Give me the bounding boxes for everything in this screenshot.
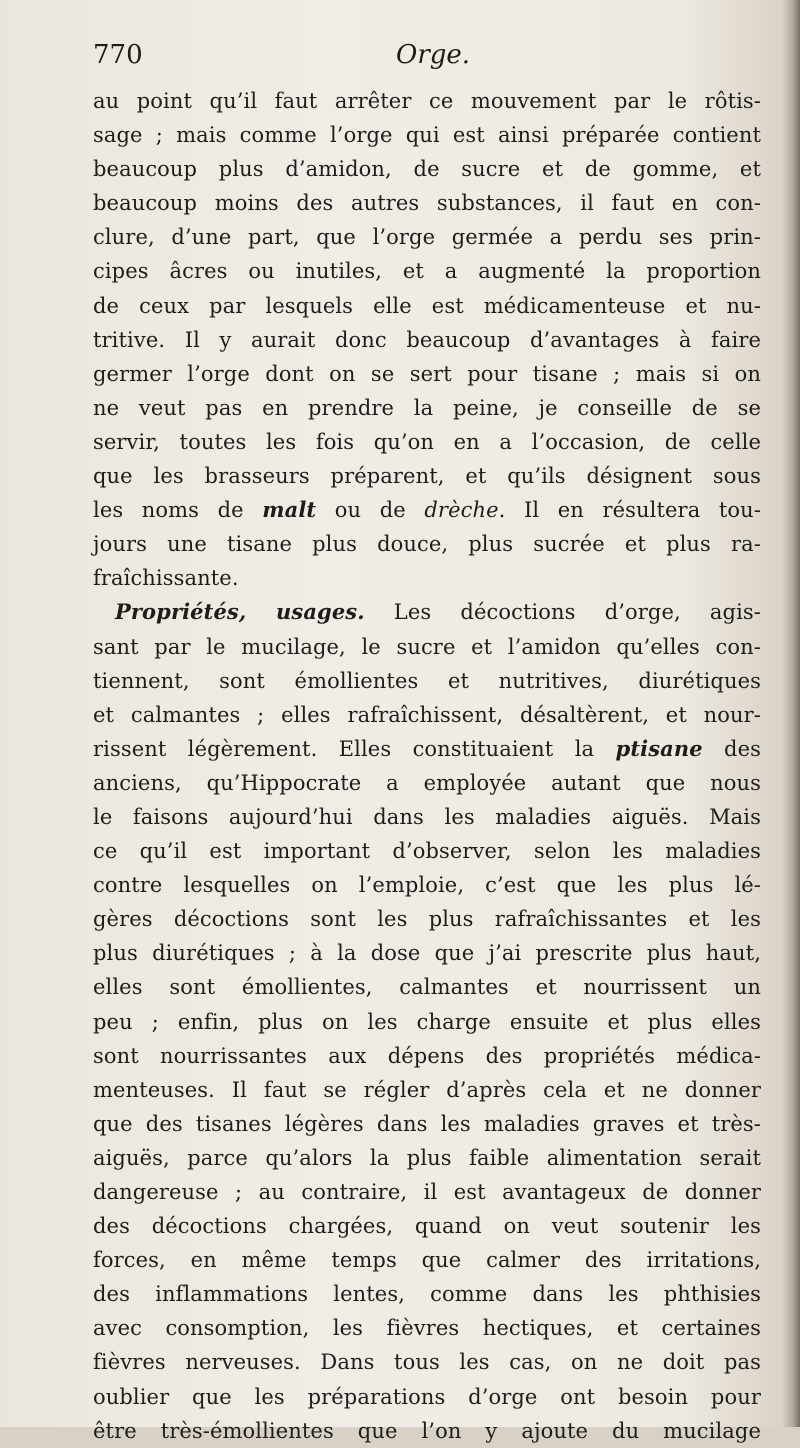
text-run: elles sont émollientes, calmantes et nourrissent un — [93, 975, 761, 1000]
text-run: sont nourrissantes aux dépens des propriétés médica- — [93, 1043, 761, 1068]
text-line — [93, 902, 761, 936]
text-line — [93, 561, 761, 595]
text-line — [93, 152, 761, 186]
page-number: 770 — [93, 40, 143, 70]
text-line — [93, 459, 761, 493]
text-line — [93, 186, 761, 220]
text-line — [93, 766, 761, 800]
text-line — [93, 1039, 761, 1073]
text-line — [93, 357, 761, 391]
text-line — [93, 493, 761, 527]
text-run: oublier que les préparations d’orge ont besoin pour — [93, 1384, 761, 1409]
emphasized-text: ptisane — [615, 735, 703, 761]
text-run: les noms de — [93, 498, 263, 523]
text-line — [93, 800, 761, 834]
text-line — [93, 254, 761, 288]
emphasized-text: Propriétés, usages. — [115, 599, 365, 625]
text-run: anciens, qu’Hippocrate a employée autant que nous — [93, 770, 761, 795]
text-run: être très-émollientes que l’on y ajoute du mucilage — [93, 1418, 761, 1443]
text-run: au point qu’il faut arrêter ce mouvement par le rôtis- — [93, 89, 761, 113]
text-run: gères décoctions sont les plus rafraîchissantes et les — [93, 907, 761, 932]
text-run: ce qu’il est important d’observer, selon les maladies — [93, 839, 761, 864]
text-run: que des tisanes légères dans les maladies graves et très- — [93, 1111, 761, 1136]
text-run: des inflammations lentes, comme dans les phthisies — [93, 1282, 761, 1307]
text-run: sant par le mucilage, le sucre et l’amidon qu’elles con- — [93, 634, 761, 659]
text-run: sage ; mais comme l’orge qui est ainsi préparée contient — [93, 123, 761, 148]
text-run: fièvres nerveuses. Dans tous les cas, on ne doit pas — [93, 1350, 761, 1375]
text-line — [93, 834, 761, 868]
text-run: contre lesquelles on l’emploie, c’est que les plus lé- — [93, 873, 761, 898]
text-run: aiguës, parce qu’alors la plus faible alimentation serait — [93, 1145, 761, 1170]
text-line — [93, 220, 761, 254]
text-run: tiennent, sont émollientes et nutritives, diurétiques — [93, 668, 761, 693]
page-binding-shadow — [782, 0, 800, 1427]
text-line — [93, 1073, 761, 1107]
text-run: servir, toutes les fois qu’on en a l’occasion, de celle — [93, 429, 761, 454]
text-line — [93, 289, 761, 323]
text-run: . Il en résultera tou- — [498, 498, 761, 523]
text-line — [93, 391, 761, 425]
text-run: beaucoup moins des autres substances, il faut en con- — [93, 191, 761, 216]
text-run: et calmantes ; elles rafraîchissent, désaltèrent, et nour- — [93, 702, 761, 727]
text-run: menteuses. Il faut se régler d’après cela et ne donner — [93, 1077, 761, 1102]
text-run: avec consomption, les fièvres hectiques, et certaines — [93, 1316, 761, 1341]
running-title: Orge. — [396, 40, 471, 70]
text-run: de ceux par lesquels elle est médicamenteuse et nu- — [93, 293, 761, 318]
text-run: beaucoup plus d’amidon, de sucre et de gomme, et — [93, 157, 761, 182]
text-run: peu ; enfin, plus on les charge ensuite et plus elles — [93, 1009, 761, 1034]
emphasized-text: drèche — [424, 498, 499, 523]
text-line — [93, 868, 761, 902]
emphasized-text: malt — [262, 497, 317, 523]
text-run: des décoctions chargées, quand on veut soutenir les — [93, 1214, 761, 1239]
text-run: forces, en même temps que calmer des irritations, — [93, 1248, 761, 1273]
text-run: clure, d’une part, que l’orge germée a perdu ses prin- — [93, 225, 761, 250]
text-line — [93, 1277, 761, 1311]
text-run: germer l’orge dont on se sert pour tisane ; mais si on — [93, 361, 761, 386]
text-line — [93, 1380, 761, 1414]
text-run: le faisons aujourd’hui dans les maladies aiguës. Mais — [93, 804, 761, 829]
text-run: fraîchissante. — [93, 566, 239, 591]
text-run: ne veut pas en prendre la peine, je conseille de se — [93, 395, 761, 420]
text-run: que les brasseurs préparent, et qu’ils désignent sous — [93, 464, 761, 489]
text-line — [93, 1175, 761, 1209]
text-line — [93, 970, 761, 1004]
text-line — [93, 630, 761, 664]
text-run: cipes âcres ou inutiles, et a augmenté la proportion — [93, 259, 761, 284]
text-run: des — [702, 736, 761, 761]
text-run: ou de — [316, 498, 425, 523]
text-line — [93, 425, 761, 459]
text-line — [93, 1107, 761, 1141]
text-line — [93, 732, 761, 766]
text-run: dangereuse ; au contraire, il est avantageux de donner — [93, 1180, 761, 1204]
text-line — [93, 84, 761, 118]
text-run: rissent légèrement. Elles constituaient la — [93, 736, 616, 761]
text-line — [93, 1311, 761, 1345]
text-run: Les décoctions d’orge, agis- — [364, 600, 761, 625]
text-run: tritive. Il y aurait donc beaucoup d’avantages à faire — [93, 327, 761, 352]
text-line — [93, 698, 761, 732]
text-line — [93, 1243, 761, 1277]
text-line — [93, 1005, 761, 1039]
page-header — [93, 40, 763, 80]
text-line — [93, 936, 761, 970]
text-line — [93, 1141, 761, 1175]
text-line — [93, 664, 761, 698]
text-line — [93, 527, 761, 561]
body-text — [93, 84, 761, 1448]
text-run: jours une tisane plus douce, plus sucrée et plus ra- — [93, 532, 761, 557]
text-line — [93, 1414, 761, 1448]
text-line — [93, 118, 761, 152]
text-line — [93, 323, 761, 357]
text-line — [93, 1209, 761, 1243]
text-line — [93, 595, 761, 629]
text-run: plus diurétiques ; à la dose que j’ai prescrite plus haut, — [93, 941, 761, 966]
text-line — [93, 1345, 761, 1379]
